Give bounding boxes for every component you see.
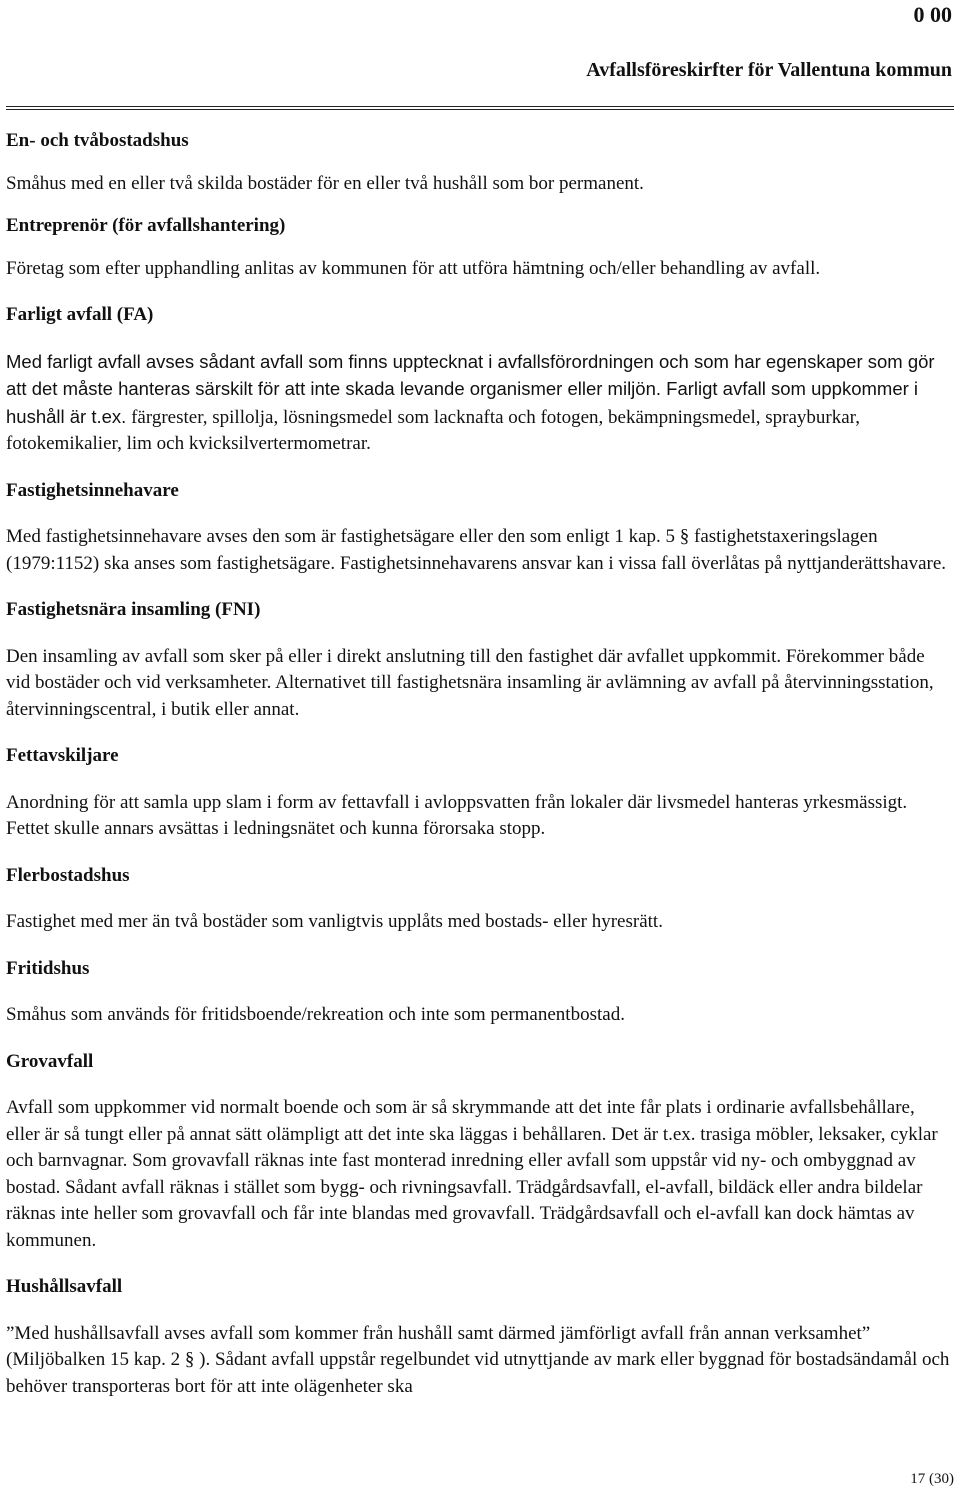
definition-fettavskiljare: Anordning för att samla upp slam i form av fettavfall i avloppsvatten från lokaler där livsmedel hanteras yrkesmässigt. Fettet skulle annars avsättas i ledningsnätet och kunna förorsaka stopp. — [6, 791, 908, 839]
term-flerbostadshus: Flerbostadshus — [6, 864, 130, 886]
definitions-list — [6, 128, 952, 1400]
definition-grovavfall: Avfall som uppkommer vid normalt boende och som är så skrymmande att det inte får plats i ordinarie avfallsbehållare, eller är så tungt eller på annat sätt olämpligt att det inte ska läggas i behållaren. Det är t.ex. trasiga möbler, leksaker, cyklar och barnvagnar. Som grovavfall räknas inte fast monterad inredning eller avfall som uppstår vid ny- och ombyggnad av bostad. Sådant avfall räknas i stället som bygg- och rivningsavfall. Trädgårdsavfall, el-avfall, bildäck eller andra bildelar räknas inte heller som grovavfall och får inte blandas med grovavfall. Trädgårdsavfall och el-avfall kan dock hämtas av kommunen. — [6, 1097, 938, 1251]
term-fastighetsinnehavare: Fastighetsinnehavare — [6, 479, 179, 501]
definition-fritidshus: Småhus som används för fritidsboende/rekreation och inte som permanentbostad. — [6, 1004, 625, 1025]
page-number: 17 (30) — [910, 1471, 954, 1487]
definition-fastighetsinnehavare: Med fastighetsinnehavare avses den som är fastighetsägare eller den som enligt 1 kap. 5 § fastighetstaxeringslagen (1979:1152) ska anses som fastighetsägare. Fastighetsinnehavarens ansvar kan i vissa fall överlåtas på nyttjanderättshavare. — [6, 526, 947, 574]
term-farligt-avfall: Farligt avfall (FA) — [6, 304, 154, 325]
definition-flerbostadshus: Fastighet med mer än två bostäder som vanligtvis upplåts med bostads- eller hyresrätt. — [6, 911, 663, 932]
term-hushallsavfall: Hushållsavfall — [6, 1276, 123, 1297]
term-fritidshus: Fritidshus — [6, 957, 90, 979]
term-en-och-tvabostadshus: En- och tvåbostadshus — [6, 130, 189, 151]
definition-farligt-avfall-part1: Med farligt avfall avses sådant avfall som finns upptecknat i avfallsförordningen och som har egenskaper som gör att det måste hanteras särskilt för att inte skada levande organismer eller miljön. Farligt avfall som uppkommer i hushåll är t.ex. — [6, 350, 935, 427]
header-rule — [6, 106, 954, 110]
definition-hushallsavfall: ”Med hushållsavfall avses avfall som kommer från hushåll samt därmed jämförligt avfall från annan verksamhet” (Miljöbalken 15 kap. 2 § ). Sådant avfall uppstår regelbundet vid utnyttjande av mark eller byggnad för bostadsändamål och behöver transporteras bort för att inte olägenheter ska — [6, 1322, 950, 1397]
definition-fastighetsnara-insamling: Den insamling av avfall som sker på eller i direkt anslutning till den fastighet där avfallet uppkommit. Förekommer både vid bostäder och vid verksamheter. Alternativet till fastighetsnära insamling är avlämning av avfall på återvinningsstation, återvinningscentral, i butik eller annat. — [6, 645, 934, 720]
term-fettavskiljare: Fettavskiljare — [6, 745, 119, 766]
term-grovavfall: Grovavfall — [6, 1050, 94, 1072]
term-entreprenor: Entreprenör (för avfallshantering) — [6, 215, 286, 236]
document-number: 0 00 — [913, 2, 952, 27]
term-fastighetsnara-insamling: Fastighetsnära insamling (FNI) — [6, 599, 261, 620]
definition-en-och-tvabostadshus: Småhus med en eller två skilda bostäder för en eller två hushåll som bor permanent. — [6, 172, 644, 194]
document-title: Avfallsföreskirfter för Vallentuna kommun — [586, 59, 952, 81]
definition-entreprenor: Företag som efter upphandling anlitas av kommunen för att utföra hämtning och/eller behandling av avfall. — [6, 257, 821, 279]
definition-farligt-avfall-part2: färgrester, spillolja, lösningsmedel som lacknafta och fotogen, bekämpningsmedel, sprayburkar, fotokemikalier, lim och kvicksilvertermometrar. — [6, 406, 860, 454]
definition-farligt-avfall — [6, 349, 952, 458]
